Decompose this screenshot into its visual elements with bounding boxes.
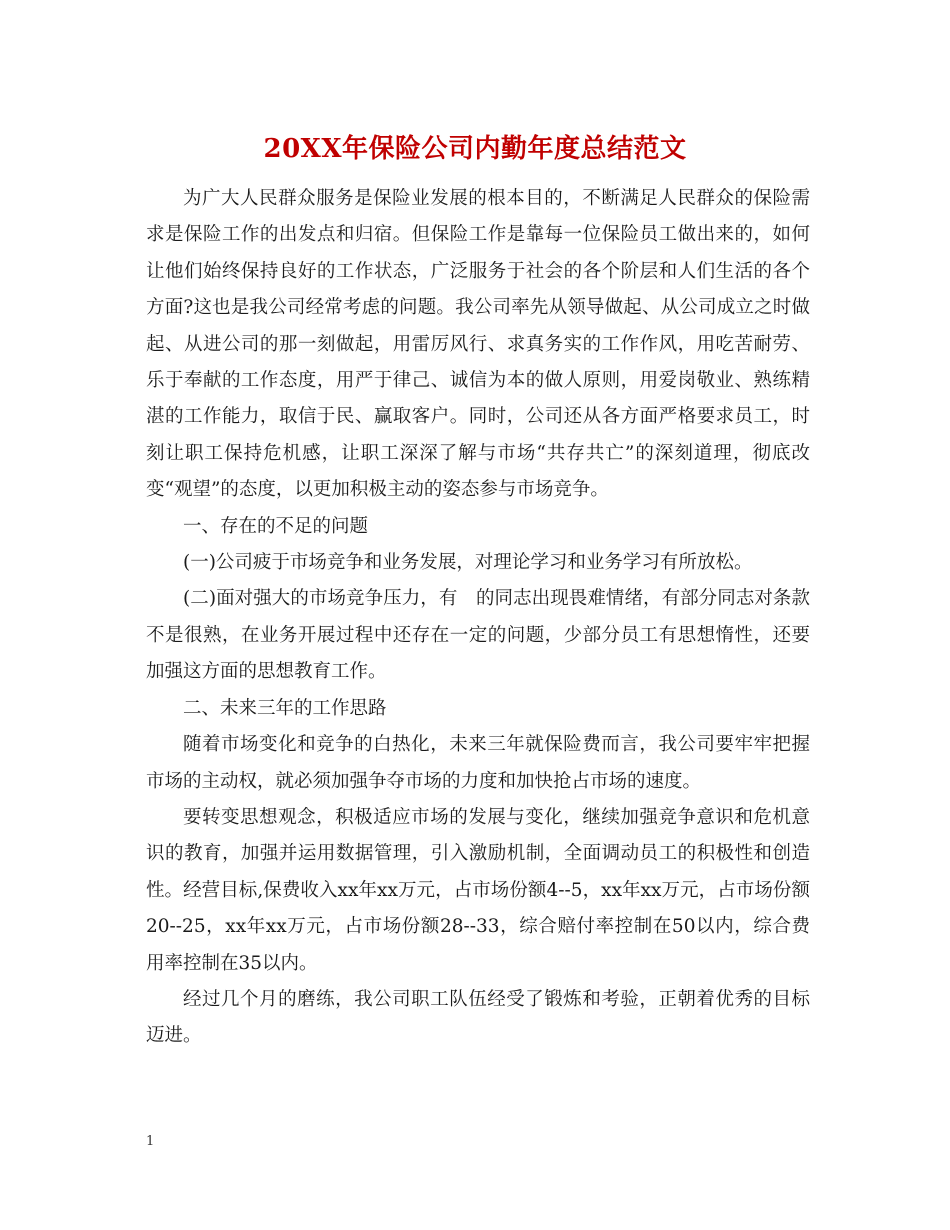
paragraph-problem-1: (一)公司疲于市场竞争和业务发展，对理论学习和业务学习有所放松。: [183, 552, 753, 574]
paragraph-plan-2: 要转变思想观念，积极适应市场的发展与变化，继续加强竞争意识和危机意识的教育，加强并运用数据管理，引入激励机制，全面调动员工的积极性和创造性。经营目标,保费收入xx年xx万元，占市场份额4--5，xx年xx万元，占市场份额20--25，xx年xx万元，占市场份额28--33，综合赔付率控制在50以内，综合费用率控制在35以内。: [146, 806, 810, 974]
paragraph-intro: 为广大人民群众服务是保险业发展的根本目的，不断满足人民群众的保险需求是保险工作的出发点和归宿。但保险工作是靠每一位保险员工做出来的，如何让他们始终保持良好的工作状态，广泛服务于社会的各个阶层和人们生活的各个方面?这也是我公司经常考虑的问题。我公司率先从领导做起、从公司成立之时做起、从进公司的那一刻做起，用雷厉风行、求真务实的工作作风，用吃苦耐劳、乐于奉献的工作态度，用严于律己、诚信为本的做人原则，用爱岗敬业、熟练精湛的工作能力，取信于民、赢取客户。同时，公司还从各方面严格要求员工，时刻让职工保持危机感，让职工深深了解与市场“共存共亡”的深刻道理，彻底改变“观望”的态度，以更加积极主动的姿态参与市场竞争。: [146, 188, 810, 501]
section-heading-plan: 二、未来三年的工作思路: [183, 697, 387, 719]
paragraph-problem-2: (二)面对强大的市场竞争压力，有 的同志出现畏难情绪，有部分同志对条款不是很熟，在业务开展过程中还存在一定的问题，少部分员工有思想惰性，还要加强这方面的思想教育工作。: [146, 588, 810, 683]
page-number: 1: [146, 1134, 155, 1149]
paragraph-plan-1: 随着市场变化和竞争的白热化，未来三年就保险费而言，我公司要牢牢把握市场的主动权，就必须加强争夺市场的力度和加快抢占市场的速度。: [146, 734, 810, 792]
section-heading-problems: 一、存在的不足的问题: [183, 515, 369, 537]
paragraph-conclusion: 经过几个月的磨练，我公司职工队伍经受了锻炼和考验，正朝着优秀的目标迈进。: [146, 988, 810, 1047]
document-title: 20XX年保险公司内勤年度总结范文: [263, 134, 687, 164]
document-body: [146, 181, 810, 1055]
